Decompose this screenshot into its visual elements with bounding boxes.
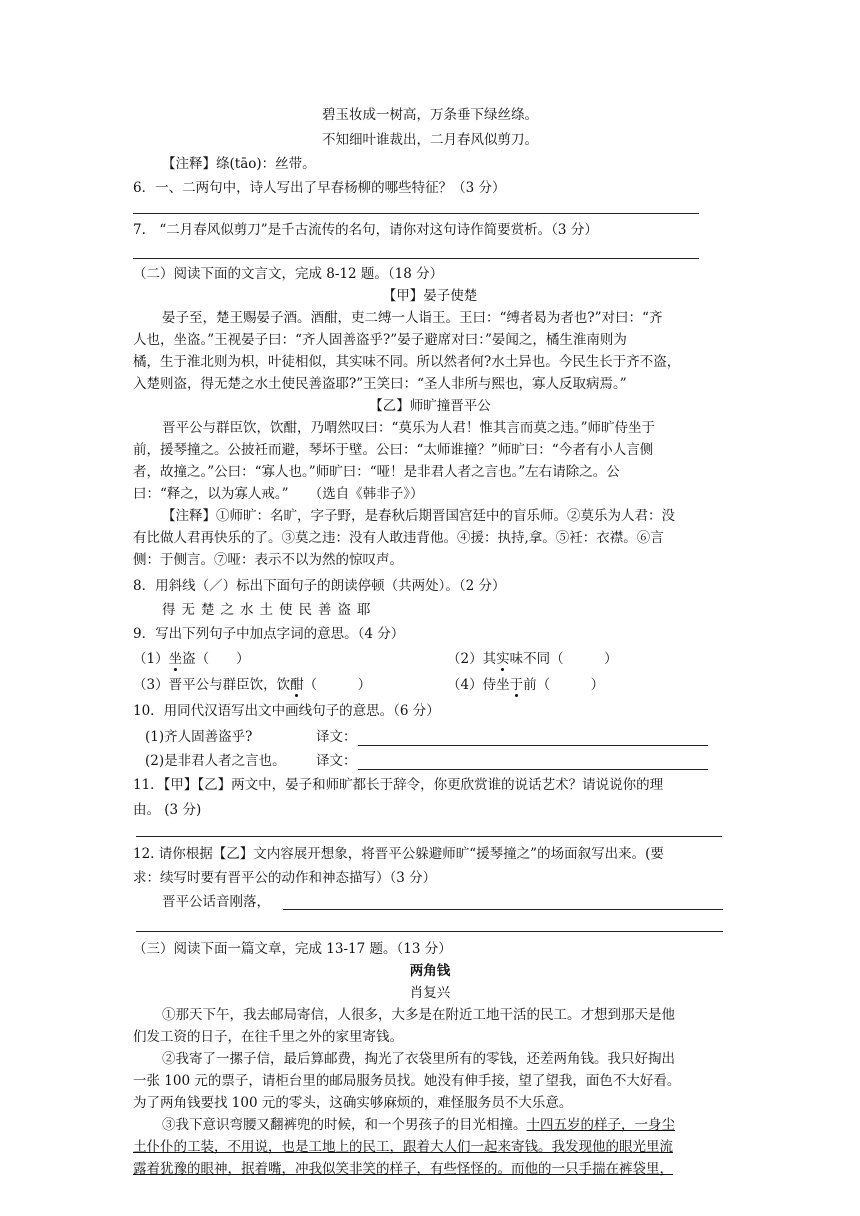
article-line: ①那天下午，我去邮局寄信，人很多，大多是在附近工地干活的民工。才想到那天是他 [162, 1007, 675, 1023]
passage-note-line: 【注释】①师旷：名旷，字子野，是春秋后期晋国宫廷中的盲乐师。②莫乐为人君：没 [162, 508, 675, 524]
question-11-line-2: 由。 (3 分) [133, 802, 202, 818]
dotted-char: 坐 [168, 651, 183, 667]
dotted-char: 酣 [290, 677, 304, 693]
answer-line-12a[interactable] [283, 909, 723, 910]
section-2-header: （二）阅读下面的文言文，完成 8-12 题。（18 分） [133, 266, 444, 282]
translation-label: 译文： [316, 753, 357, 769]
answer-line-7[interactable] [133, 258, 699, 259]
passage-jia-line: 人也，坐盗。”王视晏子曰：“齐人固善盗乎?”晏子避席对曰：”晏闻之，橘生淮南则为 [133, 332, 627, 348]
article-author: 肖复兴 [409, 985, 451, 1001]
article-line: 一张 100 元的票子，请柜台里的邮局服务员找。她没有伸手接，望了望我，面色不大好看。 [133, 1073, 681, 1089]
underlined-text: 十四五岁的样子，一身尘 [526, 1117, 675, 1133]
dotted-char: 于 [509, 677, 524, 693]
dotted-char: 实 [496, 651, 510, 667]
passage-jia-line: 橘，生于淮北则为枳，叶徒相似，其实味不同。所以然者何?水土异也。今民生长于齐不盗， [133, 354, 681, 370]
article-line: ③我下意识弯腰又翻裤兜的时候，和一个男孩子的目光相撞。十四五岁的样子，一身尘 [162, 1117, 675, 1133]
answer-line-12b[interactable] [136, 931, 723, 932]
underlined-text: 露着犹豫的眼神，抿着嘴，冲我似笑非笑的样子，有些怪怪的。而他的一只手揣在裤袋里， [133, 1161, 673, 1177]
question-9: 9．写出下列句子中加点字词的意思。（4 分） [133, 626, 405, 642]
passage-yi-line: 者，故撞之。”公曰：“寡人也。”师旷曰：“哑！是非君人者之言也。”左右请除之。公 [133, 464, 620, 480]
question-9-item-3: （3）晋平公与群臣饮，饮酣（ ） [133, 677, 372, 693]
answer-line-11[interactable] [136, 836, 722, 837]
answer-line-10b[interactable] [358, 769, 708, 770]
question-12-line-2: 求：续写时要有晋平公的动作和神态描写）（3 分） [133, 870, 437, 886]
question-6: 6．一、二两句中，诗人写出了早春杨柳的哪些特征？（3 分） [133, 180, 506, 196]
passage-jia-line: 入楚则盗，得无楚之水土使民善盗耶?”王笑曰：“圣人非所与熙也，寡人反取病焉。” [133, 376, 627, 392]
question-10: 10．用同代汉语写出文中画线句子的意思。（6 分） [133, 703, 440, 719]
question-8: 8．用斜线（／）标出下面句子的朗读停顿（共两处）。（2 分） [133, 578, 506, 594]
question-10-a: (1)齐人固善盗乎? [145, 729, 253, 745]
passage-jia-line: 晏子至，楚王赐晏子酒。酒酣，吏二缚一人诣王。王曰：“缚者曷为者也?”对曰：“齐 [162, 310, 663, 326]
question-12-line-1: 12. 请你根据【乙】文内容展开想象，将晋平公躲避师旷“援琴撞之”的场面叙写出来。(要 [133, 846, 664, 862]
question-12-start: 晋平公话音刚落， [162, 894, 270, 910]
passage-yi-line: 晋平公与群臣饮，饮酣，乃喟然叹曰：“莫乐为人君！惟其言而莫之违。”师旷侍坐于 [162, 420, 656, 436]
passage-jia-title: 【甲】晏子使楚 [382, 288, 478, 304]
question-9-item-4: （4）侍坐于前（ ） [447, 677, 605, 693]
question-8-sentence: 得无楚之水土使民善盗耶 [162, 602, 377, 618]
section-3-header: （三）阅读下面一篇文章，完成 13-17 题。（13 分） [133, 941, 452, 957]
poem-line-1: 碧玉妆成一树高，万条垂下绿丝绦。 [322, 107, 538, 123]
question-11-line-1: 11．【甲】【乙】两文中，晏子和师旷都长于辞令，你更欣赏谁的说话艺术？请说说你的理 [133, 777, 664, 793]
underlined-text: 土仆仆的工装，不用说，也是工地上的民工，跟着大人们一起来寄钱。我发现他的眼光里流 [133, 1139, 673, 1155]
passage-yi-line: 曰：“释之，以为寡人戒。” （选自《韩非子》） [133, 486, 424, 502]
article-title: 两角钱 [409, 963, 451, 979]
passage-note-line: 有比做人君再快乐的了。③莫之违：没有人敢违背他。④援：执持,拿。⑤衽：衣襟。⑥言 [133, 530, 664, 546]
passage-yi-title: 【乙】师旷撞晋平公 [369, 398, 491, 414]
question-10-b: (2)是非君人者之言也。 [145, 753, 286, 769]
question-9-item-2: （2）其实味不同（ ） [447, 651, 618, 667]
article-line: ②我寄了一摞子信，最后算邮费，掏光了衣袋里所有的零钱，还差两角钱。我只好掏出 [162, 1051, 675, 1067]
poem-note: 【注释】绦(tāo)：丝带。 [162, 156, 316, 172]
passage-note-line: 侧：于侧言。⑦哑：表示不以为然的惊叹声。 [133, 552, 403, 568]
passage-yi-line: 前，援琴撞之。公披衽而避，琴坏于壁。公曰：“太师谁撞？”师旷曰：“今者有小人言侧 [133, 442, 654, 458]
translation-label: 译文： [316, 729, 357, 745]
answer-line-6[interactable] [133, 213, 699, 214]
question-9-item-1: （1）坐盗（ ） [133, 651, 250, 667]
article-line: 为了两角钱要找 100 元的零头，这确实够麻烦的，难怪服务员不大乐意。 [133, 1095, 573, 1111]
poem-line-2: 不知细叶谁裁出，二月春风似剪刀。 [322, 132, 538, 148]
answer-line-10a[interactable] [358, 745, 708, 746]
article-line: 们发工资的日子，在往千里之外的家里寄钱。 [133, 1029, 403, 1045]
question-7: 7. “二月春风似剪刀”是千古流传的名句，请你对这句诗作简要赏析。（3 分） [133, 222, 598, 238]
